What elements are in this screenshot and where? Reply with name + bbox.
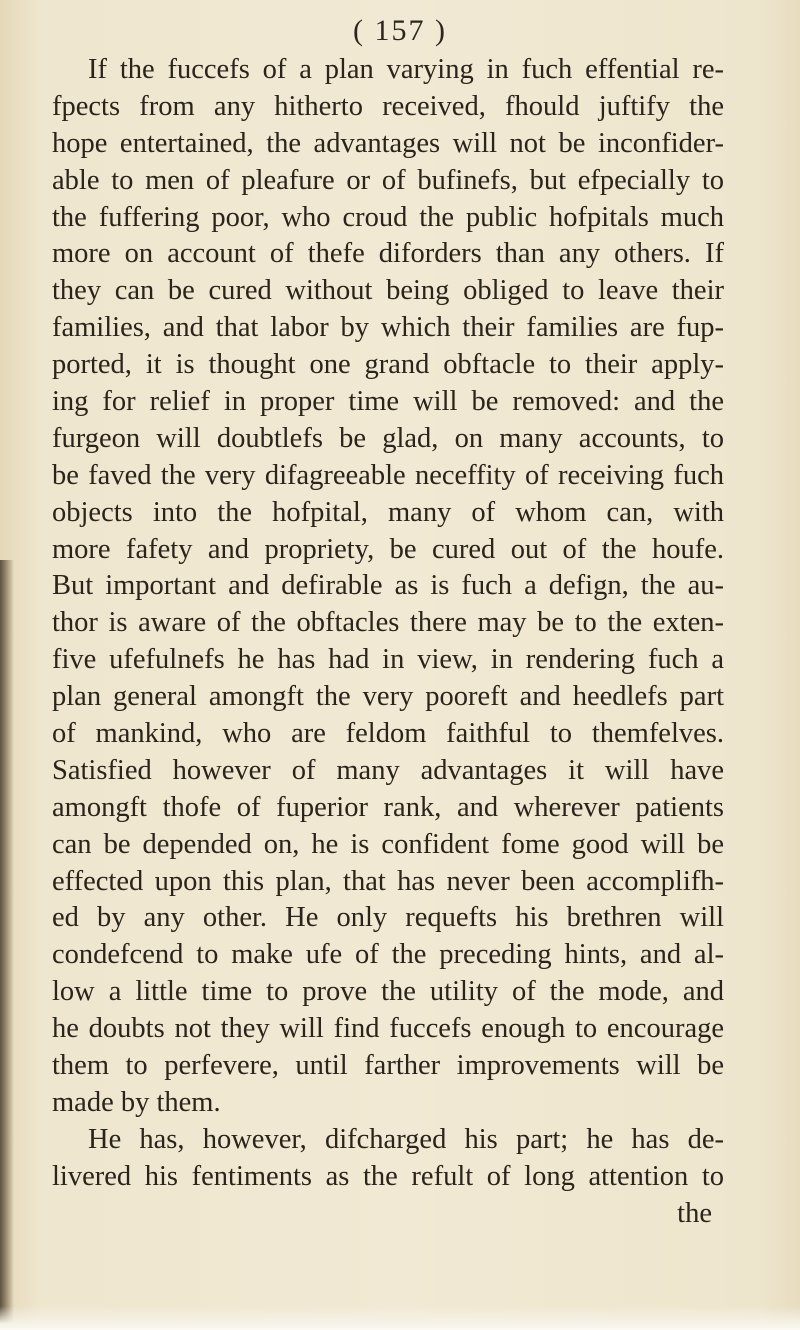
text-line: But important and defirable as is fuch a defign, the au- bbox=[52, 570, 724, 602]
text-line: effected upon this plan, that has never been accomplifh- bbox=[52, 865, 724, 897]
text-line: they can be cured without being obliged to leave their bbox=[52, 275, 724, 307]
page-body-text bbox=[52, 52, 724, 1233]
text-line: low a little time to prove the utility of the mode, and bbox=[52, 976, 724, 1008]
text-line: be faved the very difagreeable neceffity of receiving fuch bbox=[52, 459, 724, 491]
text-line: more fafety and propriety, be cured out of the houfe. bbox=[52, 533, 724, 565]
text-line: made by them. bbox=[52, 1086, 221, 1118]
page-number: ( 157 ) bbox=[353, 14, 447, 47]
text-line: ed by any other. He only requefts his brethren will bbox=[52, 902, 724, 934]
text-line: livered his fentiments as the refult of long attention to bbox=[52, 1160, 724, 1192]
text-line: objects into the hofpital, many of whom can, with bbox=[52, 496, 724, 528]
text-line: ing for relief in proper time will be removed: and the bbox=[52, 386, 724, 418]
text-line: If the fuccefs of a plan varying in fuch effential re- bbox=[88, 54, 724, 85]
text-line: thor is aware of the obftacles there may be to the exten- bbox=[52, 607, 724, 639]
catchword: the bbox=[677, 1197, 712, 1229]
text-line: he doubts not they will find fuccefs enough to encourage bbox=[52, 1013, 724, 1045]
text-line: plan general amongft the very pooreft and heedlefs part bbox=[52, 681, 724, 713]
text-line: of mankind, who are feldom faithful to themfelves. bbox=[52, 718, 724, 750]
text-line: condefcend to make ufe of the preceding hints, and al- bbox=[52, 939, 724, 971]
text-line: families, and that labor by which their families are fup- bbox=[52, 312, 724, 344]
text-line: Satisfied however of many advantages it will have bbox=[52, 754, 724, 786]
text-line: more on account of thefe diforders than any others. If bbox=[52, 238, 724, 270]
text-line: ported, it is thought one grand obftacle to their apply- bbox=[52, 349, 724, 381]
text-line: furgeon will doubtlefs be glad, on many accounts, to bbox=[52, 422, 724, 454]
text-line: hope entertained, the advantages will not be inconfider- bbox=[52, 127, 724, 159]
text-line: amongft thofe of fuperior rank, and wherever patients bbox=[52, 791, 724, 823]
page-bottom-edge bbox=[0, 1306, 800, 1330]
text-line: the fuffering poor, who croud the public hofpitals much bbox=[52, 201, 724, 233]
text-line: can be depended on, he is confident fome good will be bbox=[52, 828, 724, 860]
text-line: fpects from any hitherto received, fhould juftify the bbox=[52, 90, 724, 122]
text-line: five ufefulnefs he has had in view, in rendering fuch a bbox=[52, 644, 724, 676]
text-line: able to men of pleafure or of bufinefs, but efpecially to bbox=[52, 164, 724, 196]
text-line: He has, however, difcharged his part; he has de- bbox=[88, 1123, 724, 1155]
text-line: them to perfevere, until farther improvements will be bbox=[52, 1050, 724, 1082]
binding-shadow bbox=[0, 560, 14, 1330]
